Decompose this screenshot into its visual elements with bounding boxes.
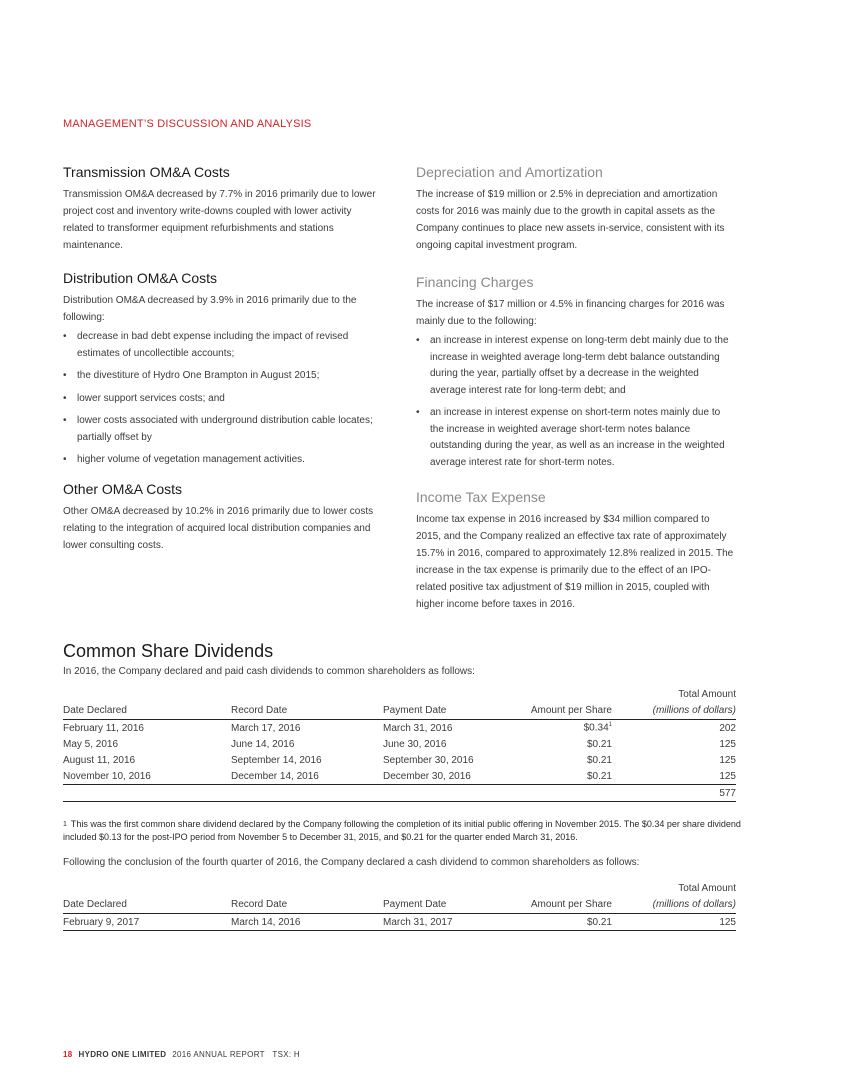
transmission-text: Transmission OM&A decreased by 7.7% in 2016 primarily due to lower project cost and inventory write-downs coupled with lower activity related to transformer equipment refurbishments and stations maintenance. — [63, 189, 376, 251]
income-tax-heading: Income Tax Expense — [416, 489, 546, 505]
payment-date-header: Payment Date — [383, 700, 513, 720]
distribution-text: Distribution OM&A decreased by 3.9% in 2016 primarily due to the following: — [63, 295, 357, 323]
other-text: Other OM&A decreased by 10.2% in 2016 primarily due to lower costs relating to the integration of acquired local distribution companies and lower consulting costs. — [63, 505, 374, 551]
dividends-heading: Common Share Dividends — [63, 641, 274, 661]
financing-text: The increase of $17 million or 4.5% in financing charges for 2016 was mainly due to the following: — [416, 299, 725, 327]
amount-per-share-header-2: Amount per Share — [513, 894, 612, 914]
page-number: 18 — [63, 1050, 73, 1059]
page-footer — [63, 1050, 300, 1059]
section-header: MANAGEMENT’S DISCUSSION AND ANALYSIS — [63, 118, 312, 130]
date-declared-header: Date Declared — [63, 700, 231, 720]
list-item: • lower support services costs; and — [63, 392, 225, 404]
distribution-bullets — [63, 329, 383, 469]
depreciation-text: The increase of $19 million or 2.5% in depreciation and amortization costs for 2016 was mainly due to the growth in capital assets as the Company continues to place new assets in-service, consistent with its ongoing capital investment program. — [416, 189, 725, 251]
financing-bullets — [416, 333, 734, 471]
total-unit-header-2: (millions of dollars) — [612, 894, 736, 914]
distribution-section — [63, 270, 383, 469]
income-tax-section — [416, 489, 734, 613]
dividends-table-2 — [63, 878, 736, 931]
record-date-header: Record Date — [231, 700, 383, 720]
depreciation-section — [416, 164, 734, 254]
footnote: $^1$ This was the first common share dividend declared by the Company following the completion of its initial public offering in November 2015. The $0.34 per share dividend included $0.13 for the post-IPO period from November 5 to December 31, 2015, and $0.21 for the quarter ended March 31, 2016. — [63, 819, 741, 842]
list-item: • higher volume of vegetation management activities. — [63, 454, 305, 465]
company-name: HYDRO ONE LIMITED — [78, 1050, 167, 1059]
depreciation-heading: Depreciation and Amortization — [416, 164, 603, 180]
table-row: February 9, 2017 March 14, 2016 March 31, 2017 $0.21 125 — [63, 914, 736, 931]
payment-date-header-2: Payment Date — [383, 894, 513, 914]
transmission-section — [63, 164, 383, 254]
transmission-heading: Transmission OM&A Costs — [63, 164, 230, 180]
report-name: 2016 ANNUAL REPORT — [172, 1050, 265, 1059]
date-declared-header-2: Date Declared — [63, 894, 231, 914]
dividends-sum: 577 — [612, 785, 736, 802]
total-amount-header-2: Total Amount — [678, 883, 736, 894]
financing-section — [416, 274, 734, 471]
table-row: May 5, 2016 June 14, 2016 June 30, 2016 $0.21 125 — [63, 738, 736, 750]
dividends-intro-2: Following the conclusion of the fourth quarter of 2016, the Company declared a cash dividend to common shareholders as follows: — [63, 857, 640, 868]
other-section — [63, 481, 383, 554]
dividends-intro: In 2016, the Company declared and paid cash dividends to common shareholders as follows: — [63, 666, 475, 677]
footnote-marker: 1 — [608, 722, 612, 729]
total-row — [63, 785, 736, 802]
left-column — [63, 164, 383, 566]
income-tax-text: Income tax expense in 2016 increased by $34 million compared to 2015, and the Company realized an effective tax rate of approximately 15.7% in 2016, compared to approximately 12.8% realized in 2015. The increase in the tax expense is primarily due to the effect of an IPO-related positive tax adjustment of $19 million in 2015, coupled with higher income before taxes in 2016. — [416, 514, 734, 610]
list-item: • lower costs associated with underground distribution cable locates; partially offset by — [63, 415, 373, 443]
amount-per-share-header: Amount per Share — [513, 700, 612, 720]
right-column — [416, 164, 734, 625]
total-unit-header: (millions of dollars) — [612, 700, 736, 720]
list-item: • the divestiture of Hydro One Brampton in August 2015; — [63, 370, 320, 381]
list-item: • an increase in interest expense on long-term debt mainly due to the increase in weighted average long-term debt balance outstanding during the year, partially offset by a decrease in the weighted average interest rate for long-term debt; and — [416, 335, 729, 396]
total-amount-header: Total Amount — [678, 689, 736, 700]
other-heading: Other OM&A Costs — [63, 480, 183, 497]
financing-heading: Financing Charges — [416, 274, 534, 290]
table-row: August 11, 2016 September 14, 2016 September 30, 2016 $0.21 125 — [63, 754, 736, 766]
list-item: • decrease in bad debt expense including the impact of revised estimates of uncollectible accounts; — [63, 331, 349, 359]
list-item: • an increase in interest expense on short-term notes mainly due to the increase in weighted average short-term notes balance outstanding during the year, as well as an increase in the weighted average interest rate for short-term notes. — [416, 407, 725, 468]
record-date-header-2: Record Date — [231, 894, 383, 914]
dividends-table — [63, 684, 736, 802]
table-row: November 10, 2016 December 14, 2016 December 30, 2016 $0.21 125 — [63, 768, 736, 785]
distribution-heading: Distribution OM&A Costs — [63, 270, 218, 286]
table-row: February 11, 2016 March 17, 2016 March 31, 2016 $0.34$^1$ 202 — [63, 722, 736, 734]
ticker: TSX: H — [272, 1050, 301, 1059]
